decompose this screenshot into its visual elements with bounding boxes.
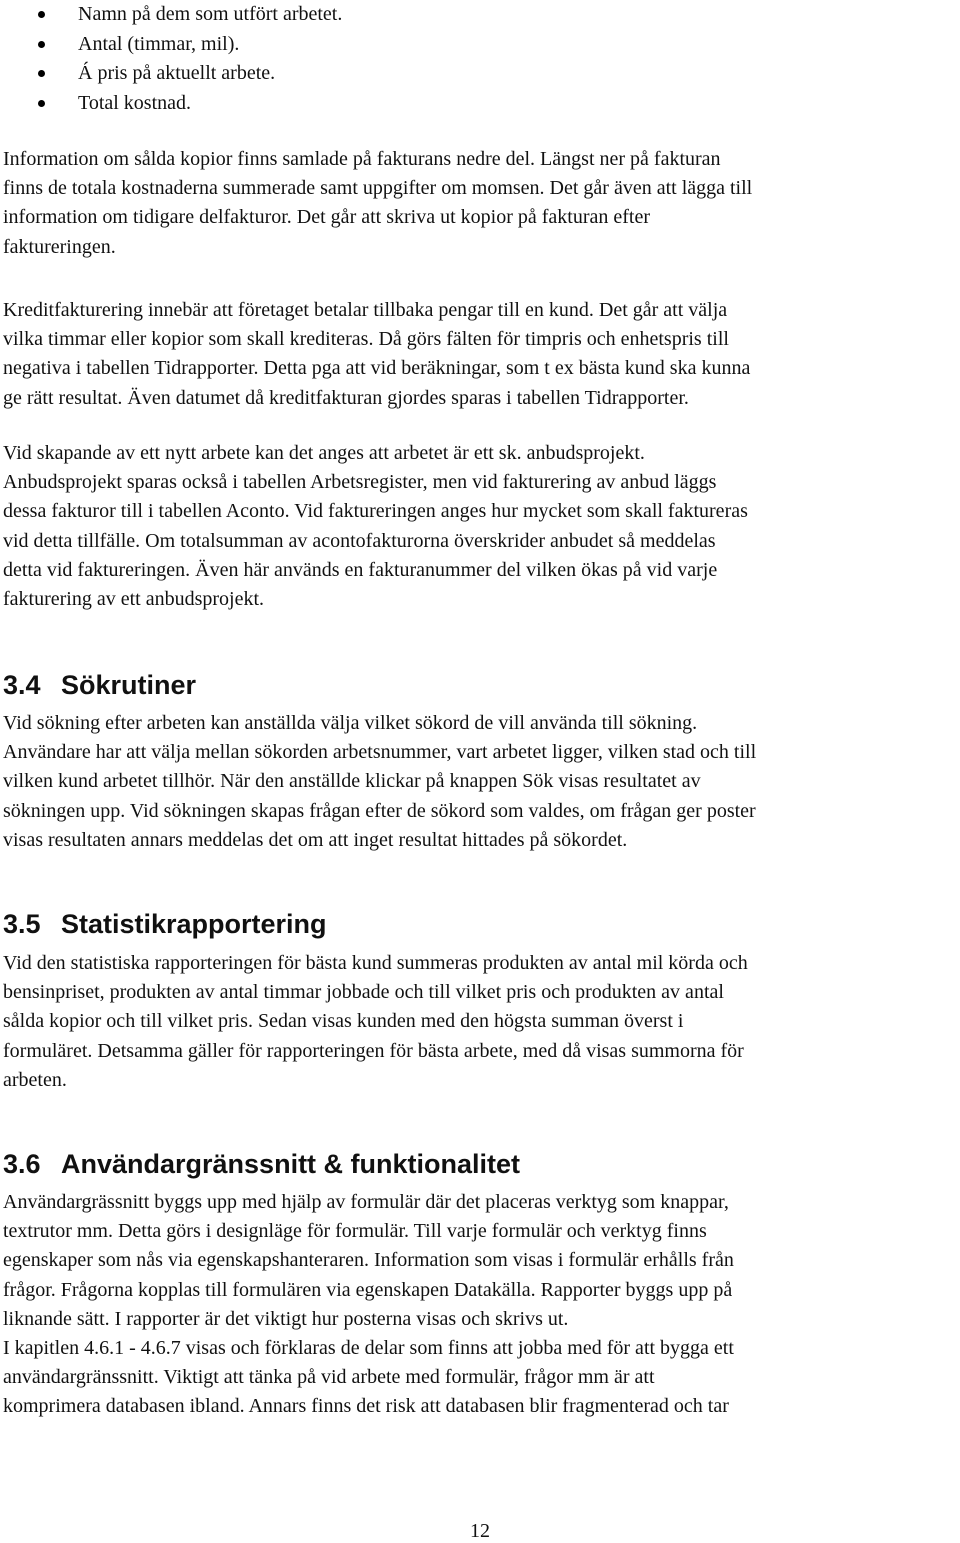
paragraph-tender-projects bbox=[3, 439, 958, 614]
bullet-item bbox=[38, 89, 342, 119]
section-heading-3-5 bbox=[3, 907, 327, 941]
section-heading-3-4 bbox=[3, 668, 196, 702]
text-line: detta vid faktureringen. Även här används en fakturanummer del vilken ökas på vid varje bbox=[3, 558, 718, 581]
section-number: 3.6 bbox=[3, 1149, 41, 1179]
text-line: sålda kopior och till vilket pris. Sedan visas kunden med den högsta summan överst i bbox=[3, 1010, 684, 1033]
text-line: ge rätt resultat. Även datumet då kreditfakturan gjordes sparas i tabellen Tidrapporter. bbox=[3, 386, 689, 409]
text-line: Användargrässnitt byggs upp med hjälp av formulär där det placeras verktyg som knappar, bbox=[3, 1191, 729, 1213]
section-title: Statistikrapportering bbox=[61, 909, 327, 939]
text-line: dessa fakturor till i tabellen Aconto. Vid faktureringen anges hur mycket som skall faktureras bbox=[3, 500, 748, 523]
bullet-icon bbox=[38, 100, 45, 107]
paragraph-search-routines bbox=[3, 709, 958, 855]
bullet-item bbox=[38, 59, 342, 89]
text-line: arbeten. bbox=[3, 1068, 67, 1091]
section-number: 3.5 bbox=[3, 909, 41, 939]
bullet-text: Á pris på aktuellt arbete. bbox=[78, 62, 276, 84]
text-line: Vid den statistiska rapporteringen för bästa kund summeras produkten av antal mil körda och bbox=[3, 952, 748, 974]
text-line: liknande sätt. I rapporter är det viktigt hur posterna visas och skrivs ut. bbox=[3, 1307, 569, 1330]
bullet-text: Namn på dem som utfört arbetet. bbox=[78, 3, 343, 25]
text-line: bensinpriset, produkten av antal timmar jobbade och till vilket pris och produkten av antal bbox=[3, 981, 724, 1004]
text-line: Användare har att välja mellan sökorden arbetsnummer, vart arbetet ligger, vilken stad och till bbox=[3, 741, 757, 764]
text-line: användargränssnitt. Viktigt att tänka på vid arbete med formulär, frågor mm är att bbox=[3, 1366, 655, 1389]
text-line: Vid skapande av ett nytt arbete kan det anges att arbetet är ett sk. anbudsprojekt. bbox=[3, 442, 645, 464]
text-line: faktureringen. bbox=[3, 235, 116, 258]
text-line: formuläret. Detsamma gäller för rapporteringen för bästa arbete, med då visas summorna för bbox=[3, 1039, 744, 1062]
text-line: fakturering av ett anbudsprojekt. bbox=[3, 588, 265, 611]
section-title: Användargränssnitt & funktionalitet bbox=[61, 1149, 521, 1179]
paragraph-user-interface bbox=[3, 1188, 958, 1422]
text-line: vid detta tillfälle. Om totalsumman av acontofakturorna överskrider anbudet så meddelas bbox=[3, 529, 716, 552]
text-line: egenskaper som nås via egenskapshanteraren. Information som visas i formulär erhålls från bbox=[3, 1249, 734, 1272]
text-line: information om tidigare delfakturor. Det går att skriva ut kopior på fakturan efter bbox=[3, 206, 651, 229]
section-number: 3.4 bbox=[3, 670, 41, 700]
text-line: Vid sökning efter arbeten kan anställda välja vilket sökord de vill använda till sökning. bbox=[3, 712, 698, 734]
text-line: negativa i tabellen Tidrapporter. Detta pga att vid beräkningar, som t ex bästa kund ska kunna bbox=[3, 357, 751, 380]
bullet-list bbox=[38, 0, 342, 118]
bullet-item bbox=[38, 0, 342, 30]
bullet-text: Antal (timmar, mil). bbox=[78, 32, 240, 55]
text-line: vilken kund arbetet tillhör. När den anställde klickar på knappen Sök visas resultatet av bbox=[3, 770, 701, 793]
bullet-text: Total kostnad. bbox=[78, 91, 192, 114]
text-line: frågor. Frågorna kopplas till formulären via egenskapen Datakälla. Rapporter byggs upp på bbox=[3, 1278, 733, 1301]
text-line: textrutor mm. Detta görs i designläge för formulär. Till varje formulär och verktyg finns bbox=[3, 1220, 707, 1243]
bullet-icon bbox=[38, 11, 45, 18]
bullet-item bbox=[38, 30, 342, 60]
section-heading-3-6 bbox=[3, 1147, 520, 1181]
text-line: I kapitlen 4.6.1 - 4.6.7 visas och förklaras de delar som finns att jobba med för att bygga ett bbox=[3, 1337, 734, 1360]
paragraph-credit-invoicing bbox=[3, 296, 958, 413]
text-line: komprimera databasen ibland. Annars finns det risk att databasen blir fragmenterad och tar bbox=[3, 1395, 729, 1418]
paragraph-invoice-info bbox=[3, 145, 958, 262]
paragraph-statistics-reporting bbox=[3, 949, 958, 1095]
page-number: 12 bbox=[470, 1520, 490, 1542]
bullet-icon bbox=[38, 41, 45, 48]
text-line: vilka timmar eller kopior som skall krediteras. Då görs fälten för timpris och enhetspris till bbox=[3, 328, 729, 351]
text-line: finns de totala kostnaderna summerade samt uppgifter om momsen. Det går även att lägga till bbox=[3, 177, 753, 200]
text-line: Kreditfakturering innebär att företaget betalar tillbaka pengar till en kund. Det går att välja bbox=[3, 299, 728, 321]
bullet-icon bbox=[38, 70, 45, 77]
section-title: Sökrutiner bbox=[61, 670, 197, 700]
text-line: Anbudsprojekt sparas också i tabellen Arbetsregister, men vid fakturering av anbud läggs bbox=[3, 471, 717, 494]
text-line: Information om sålda kopior finns samlade på fakturans nedre del. Längst ner på fakturan bbox=[3, 148, 721, 170]
text-line: sökningen upp. Vid sökningen skapas frågan efter de sökord som valdes, om frågan ger poster bbox=[3, 799, 756, 822]
text-line: visas resultaten annars meddelas det om att inget resultat hittades på sökordet. bbox=[3, 828, 628, 851]
